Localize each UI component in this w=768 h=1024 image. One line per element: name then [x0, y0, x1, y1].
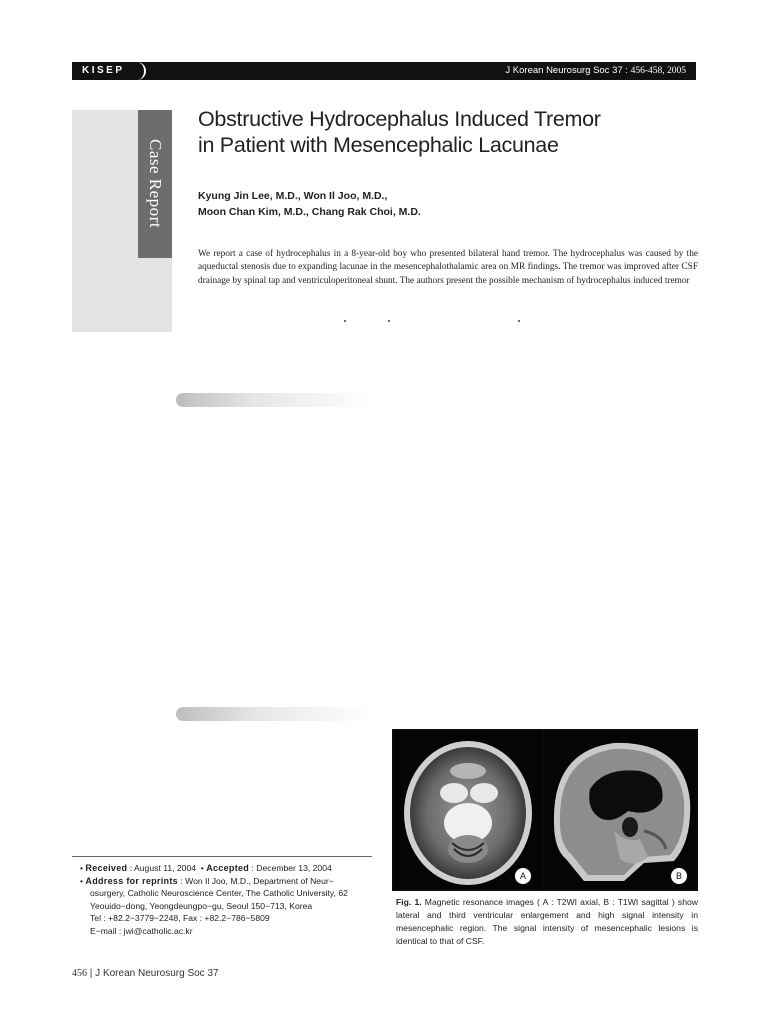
abstract: We report a case of hydrocephalus in a 8-year-old boy who presented bilateral hand tremor. The hydrocephalus was caused by the aqueductal stenosis due to expanding lacunae in the mesencephalothalamic area on MR findings. The tremor was improved after CSF drainage by spinal tap and ventriculoperitoneal shunt. The authors present the possible mechanism of hydrocephalus induced tremor [198, 249, 698, 286]
header-volume: 37 [612, 65, 623, 76]
caption-label: Fig. 1. [396, 897, 422, 907]
authors-line-1: Kyung Jin Lee, M.D., Won Il Joo, M.D., [198, 190, 388, 202]
stray-dot [518, 320, 520, 322]
address-text-3: Yeouido−dong, Yeongdeungpo−gu, Seoul 150−713, Korea [90, 900, 313, 911]
panel-b-label: B [670, 867, 688, 885]
address-label: Address for reprints [85, 875, 178, 886]
stray-dot [344, 320, 346, 322]
journal-header-bar [72, 62, 696, 80]
page-number: 456 [72, 968, 87, 979]
author-list [198, 188, 668, 220]
title-line-1: Obstructive Hydrocephalus Induced Tremor [198, 107, 601, 131]
caption-text: Magnetic resonance images ( A : T2WI axial, B : T1WI sagittal ) show lateral and third ventricular enlargement and high signal intensity in mesencephalic region. The signal intensity of mesencephalic lesions is identical to that of CSF. [396, 897, 698, 946]
section-heading-bar [176, 393, 372, 407]
figure-caption [396, 896, 698, 948]
header-journal: J Korean Neurosurg Soc [505, 65, 610, 76]
accepted-date: December 13, 2004 [256, 863, 332, 873]
page-footer [72, 968, 219, 979]
journal-brand: KISEP [72, 62, 144, 80]
address-text-1: Won Il Joo, M.D., Department of Neur− [185, 875, 334, 886]
case-report-label: Case Report [146, 139, 165, 229]
stray-dot [388, 320, 390, 322]
accepted-label: Accepted [206, 863, 250, 873]
footer-journal: J Korean Neurosurg Soc 37 [95, 968, 219, 979]
contact-phone-fax: Tel : +82.2−3779−2248, Fax : +82.2−786−5809 [90, 913, 270, 924]
header-separator: : [622, 65, 631, 76]
footnote [80, 862, 372, 938]
authors-line-2: Moon Chan Kim, M.D., Chang Rak Choi, M.D. [198, 206, 421, 218]
header-pages: 456-458, 2005 [630, 66, 686, 76]
footnote-rule [72, 856, 372, 857]
address-line: • Address for reprints : Won Il Joo, M.D., Department of Neur− [80, 875, 334, 886]
article-title [198, 106, 668, 158]
mri-panel-b-sagittal [544, 731, 696, 889]
section-heading-bar [176, 707, 372, 721]
mri-figure [392, 729, 698, 891]
mri-panel-a-axial [394, 731, 542, 889]
axial-mri-image [394, 731, 542, 889]
sagittal-mri-image [544, 731, 696, 889]
header-citation [505, 62, 686, 80]
received-date: August 11, 2004 [134, 863, 197, 873]
panel-a-label: A [514, 867, 532, 885]
contact-email: E−mail : jwi@catholic.ac.kr [90, 925, 193, 936]
received-accepted-line: • Received : August 11, 2004 • Accepted : December 13, 2004 [80, 863, 332, 873]
received-label: Received [85, 863, 128, 873]
title-line-2: in Patient with Mesencephalic Lacunae [198, 133, 559, 157]
footer-divider: | [89, 968, 96, 979]
address-text-2: osurgery, Catholic Neuroscience Center, The Catholic University, 62 [90, 888, 348, 899]
